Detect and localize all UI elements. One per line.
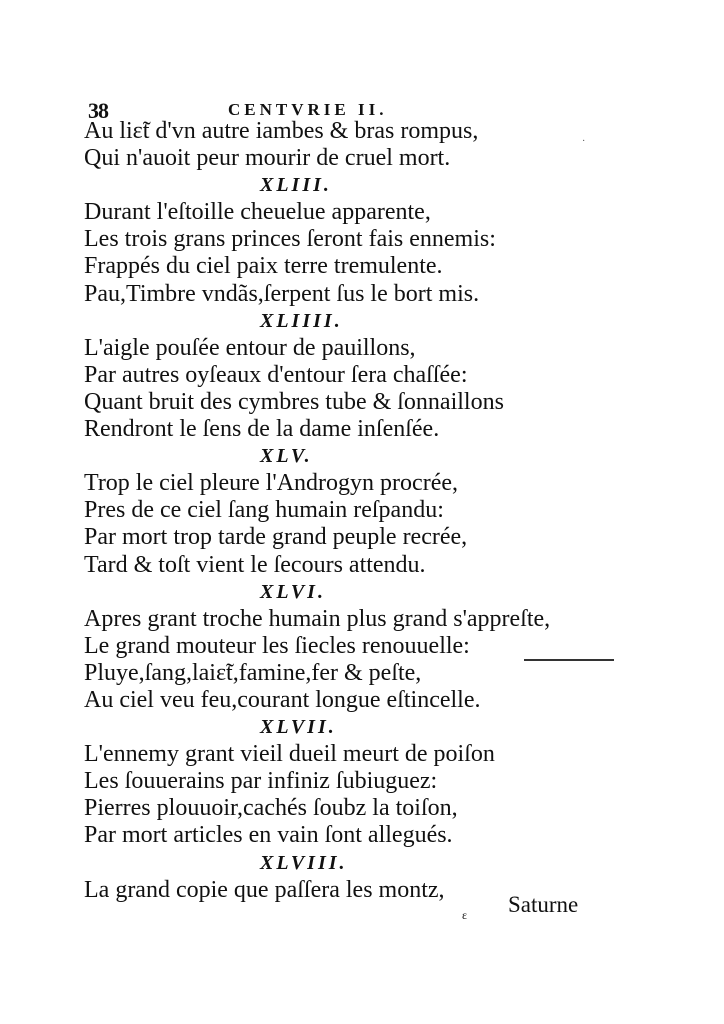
verse-line: Apres grant troche humain plus grand s'appreſte,	[84, 605, 551, 632]
verse-line: Par mort articles en vain ſont allegués.	[84, 822, 453, 849]
signature-mark: ɛ	[462, 908, 468, 922]
verse-line: Au liɛ̃t d'vn autre iambes & bras rompus,	[84, 118, 479, 144]
margin-rule	[524, 659, 614, 661]
quatrain-number: XLIII.	[260, 174, 332, 197]
verse-line: Trop le ciel pleure l'Androgyn procrée,	[84, 470, 458, 497]
quatrain-number: XLVII.	[260, 716, 337, 739]
verse-line: Par autres oyſeaux d'entour ſera chaſſée:	[84, 361, 468, 388]
verse-line: L'ennemy grant vieil dueil meurt de poiſon	[84, 741, 495, 768]
ink-fleck: ·	[582, 136, 586, 147]
verse-line: Pau,Timbre vndãs,ſerpent ſus le bort mis.	[84, 280, 480, 307]
verse-line: Les ſouuerains par infiniz ſubiuguez:	[84, 768, 438, 795]
verse-line: Les trois grans princes ſeront fais ennemis:	[84, 226, 496, 253]
page-number: 38	[88, 98, 108, 123]
quatrain-number: XLVI.	[260, 580, 326, 603]
verse-line: Pierres plouuoir,cachés ſoubz la toiſon,	[84, 795, 458, 822]
quatrain-text-block	[80, 118, 560, 904]
verse-line: Tard & toſt vient le ſecours attendu.	[84, 551, 426, 578]
verse-line: Pluye,ſang,laiɛ̃t,famine,fer & peſte,	[84, 659, 422, 686]
verse-line: Le grand mouteur les ſiecles renouuelle:	[84, 632, 470, 659]
catchword: Saturne	[508, 892, 579, 917]
verse-line: Au ciel veu feu,courant longue eſtincelle.	[84, 686, 481, 713]
verse-line: Frappés du ciel paix terre tremulente.	[84, 253, 443, 280]
verse-line: Pres de ce ciel ſang humain reſpandu:	[84, 497, 444, 524]
quatrain-number: XLIIII.	[260, 309, 343, 332]
verse-line: L'aigle pouſée entour de pauillons,	[84, 334, 416, 361]
quatrain-number: XLV.	[260, 445, 313, 468]
running-head: CENTVRIE II.	[228, 100, 388, 119]
quatrain-number: XLVIII.	[260, 851, 348, 874]
verse-line: La grand copie que paſſera les montz,	[84, 876, 445, 903]
verse-line: Quant bruit des cymbres tube & ſonnaillons	[84, 388, 504, 415]
verse-line: Qui n'auoit peur mourir de cruel mort.	[84, 145, 451, 172]
verse-line: Par mort trop tarde grand peuple recrée,	[84, 524, 468, 551]
verse-line: Durant l'eſtoille cheuelue apparente,	[84, 199, 431, 226]
verse-line: Rendront le ſens de la dame inſenſée.	[84, 416, 440, 443]
